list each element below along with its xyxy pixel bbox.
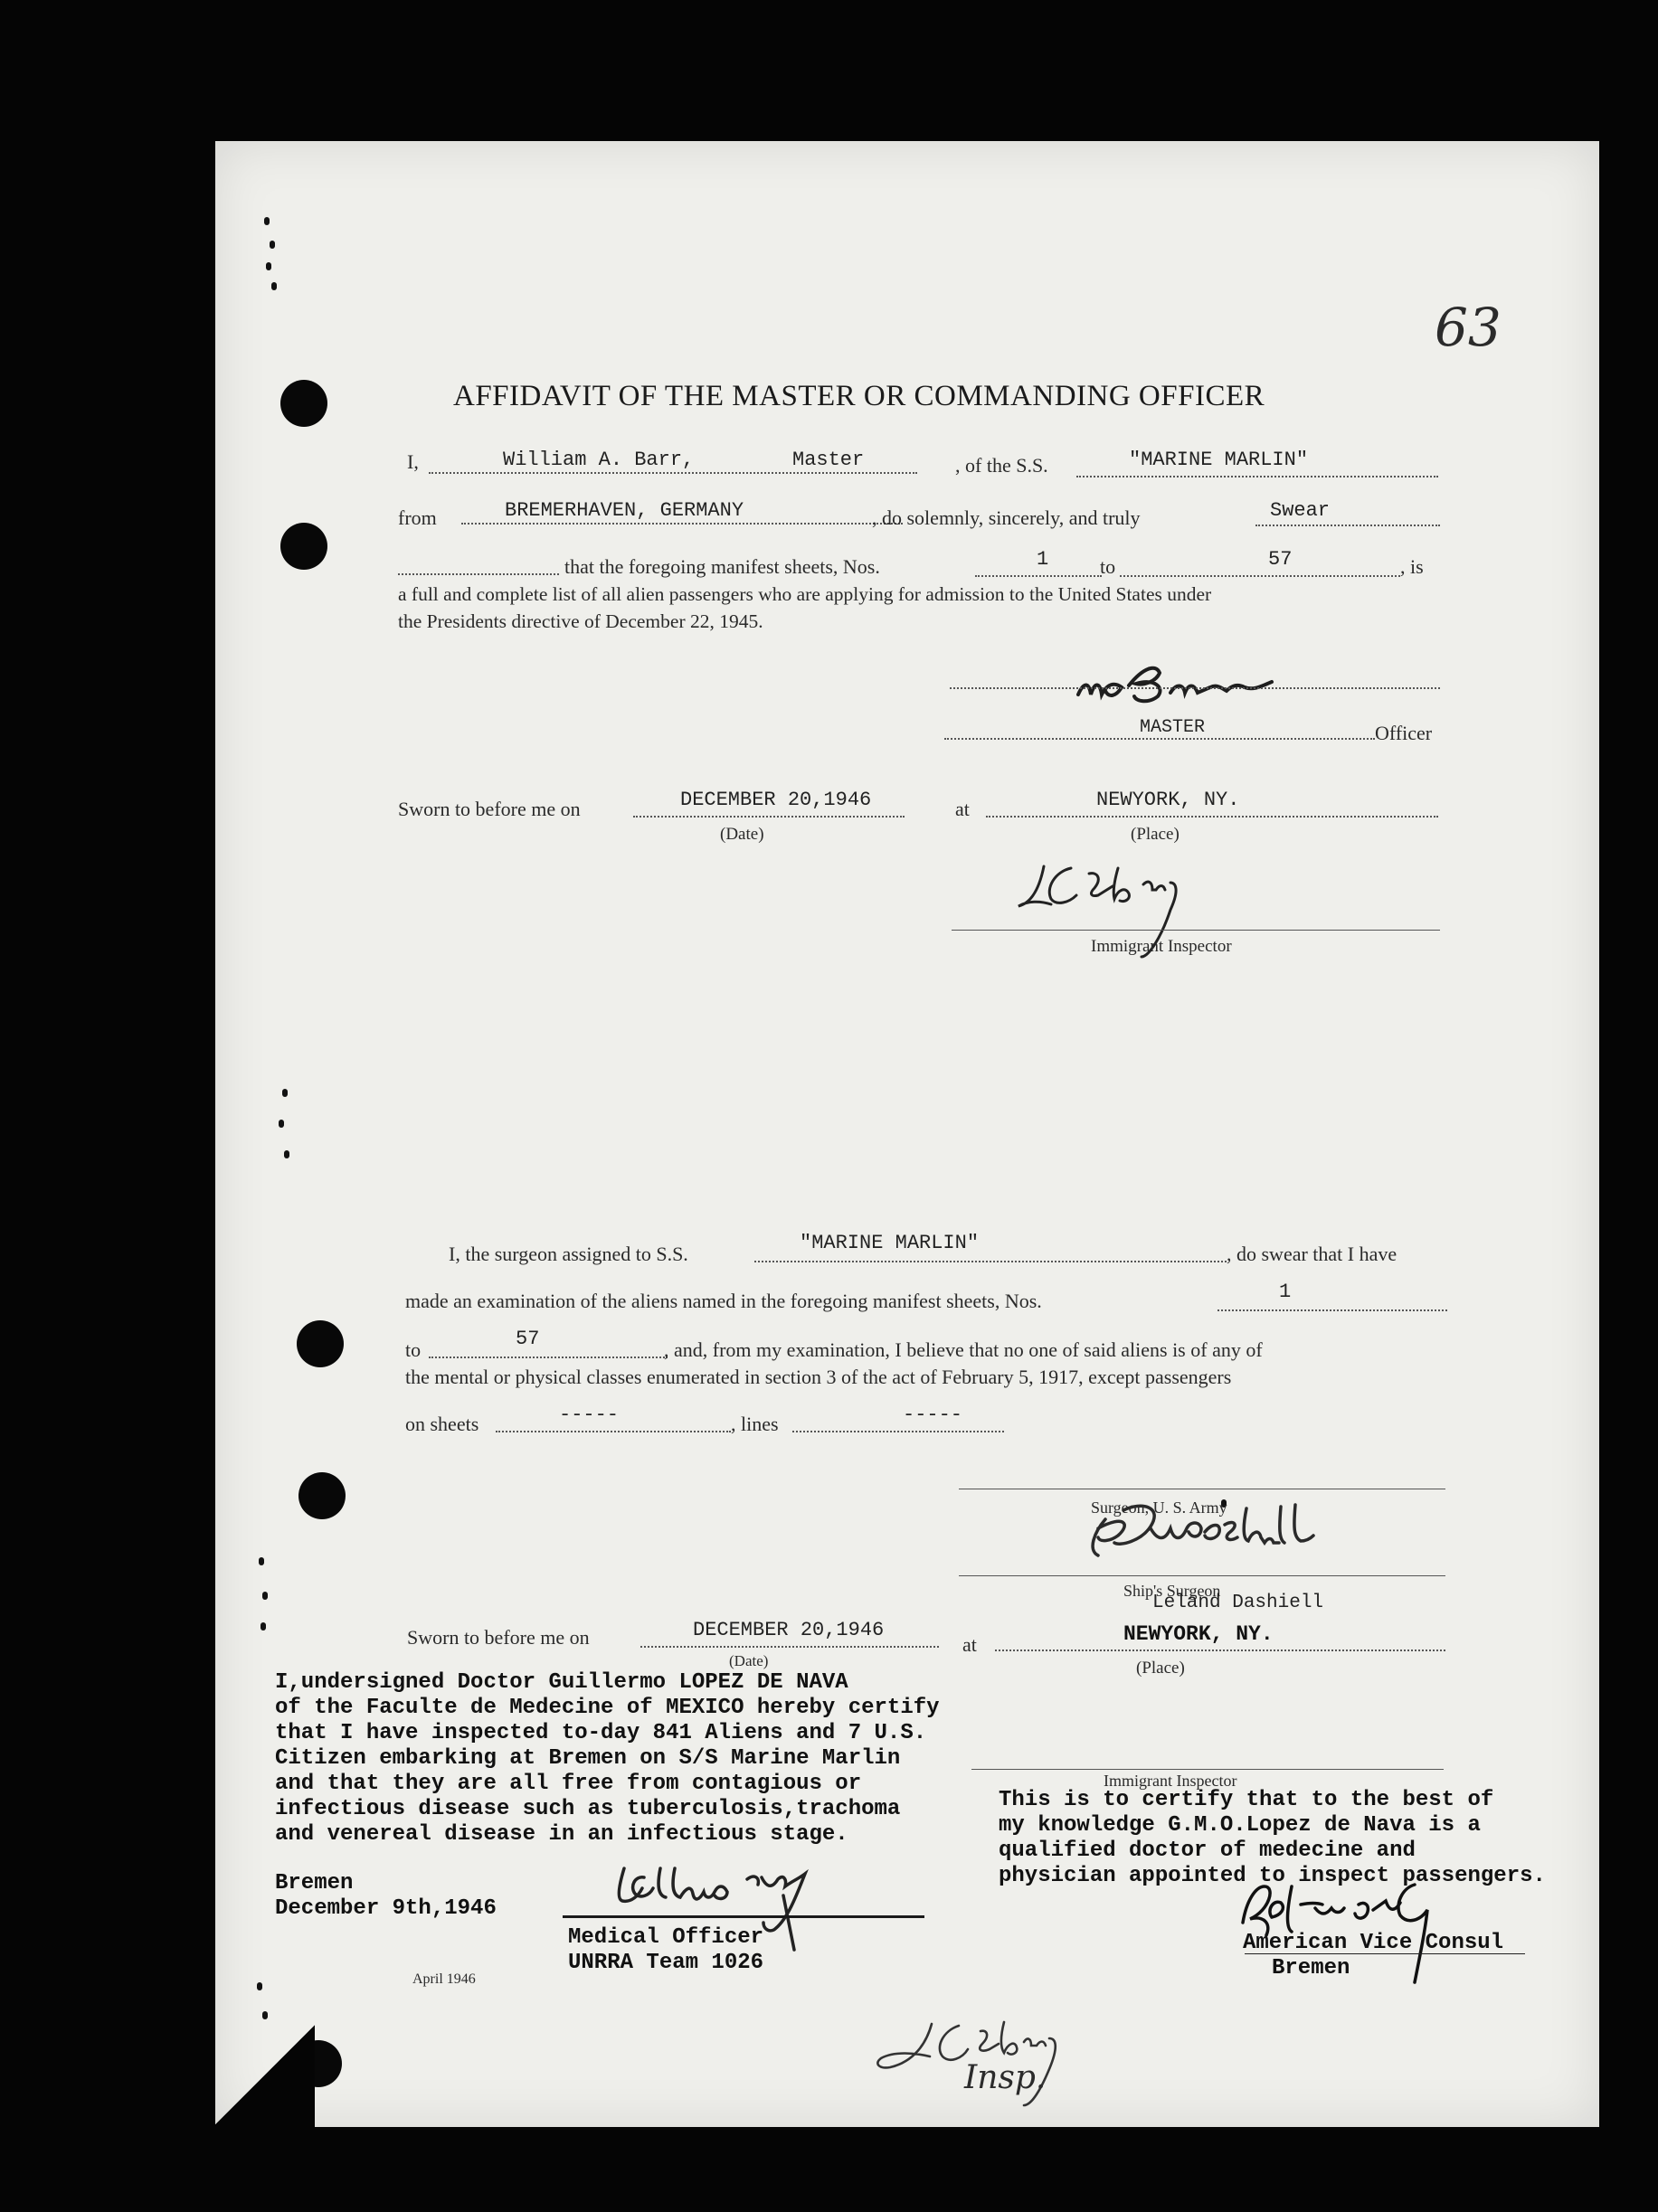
surgeon-signature — [1087, 1501, 1476, 1583]
perforation-dot — [257, 1982, 262, 1990]
surgeon-do-swear: , do swear that I have — [1227, 1243, 1397, 1265]
surgeon-line2: made an examination of the aliens named in the foregoing manifest sheets, Nos. — [405, 1290, 1042, 1312]
cert-right-line: my knowledge G.M.O.Lopez de Nava is a — [999, 1813, 1481, 1838]
surgeon-ship-name: "MARINE MARLIN" — [800, 1232, 980, 1254]
vice-consul-title: American Vice Consul — [1243, 1931, 1504, 1955]
inspector-label-2: Immigrant Inspector — [1104, 1772, 1237, 1790]
document-page — [215, 141, 1599, 2127]
perforation-dot — [264, 217, 270, 225]
punch-hole — [295, 2040, 342, 2087]
sheets-underline — [496, 1431, 731, 1432]
cert-left-line: and that they are all free from contagious or — [275, 1772, 862, 1796]
surgeon-line3: , and, from my examination, I believe that no one of said aliens is of any of — [664, 1338, 1263, 1361]
ship-name: "MARINE MARLIN" — [1129, 449, 1309, 471]
cert-left-line: I,undersigned Doctor Guillermo LOPEZ DE NAVA — [275, 1670, 848, 1695]
perforation-dot — [271, 282, 277, 290]
perforation-dot — [284, 1150, 289, 1158]
sworn-date-underline-1 — [633, 816, 905, 818]
sworn-date-2: DECEMBER 20,1946 — [693, 1619, 885, 1641]
i-label: I, — [407, 450, 419, 473]
of-ss-label: , of the S.S. — [955, 454, 1048, 477]
medical-officer-title: Medical Officer — [568, 1925, 764, 1950]
at-label-1: at — [955, 798, 970, 820]
sworn-place-2: NEWYORK, NY. — [1123, 1622, 1274, 1646]
cert-left-line: that I have inspected to-day 841 Aliens and 7 U.S. — [275, 1721, 927, 1745]
sworn-date-1: DECEMBER 20,1946 — [680, 789, 872, 811]
sworn-label-2: Sworn to before me on — [407, 1626, 590, 1649]
master-signature — [1073, 658, 1308, 713]
vice-consul-place: Bremen — [1272, 1956, 1350, 1980]
page-title: AFFIDAVIT OF THE MASTER OR COMMANDING OFFICER — [453, 380, 1265, 412]
officer-underline — [944, 738, 1375, 740]
bottom-inspector-note: Insp. — [964, 2059, 1047, 2096]
place-caption-2: (Place) — [1136, 1659, 1185, 1678]
sworn-place-underline-2 — [995, 1650, 1445, 1651]
surgeon-nos-to: 57 — [516, 1328, 540, 1350]
is-label: , is — [1400, 555, 1424, 578]
from-place: BREMERHAVEN, GERMANY — [505, 499, 744, 522]
sworn-place-1: NEWYORK, NY. — [1096, 789, 1240, 811]
ships-surgeon-line — [959, 1575, 1445, 1576]
surgeon-to-label: to — [405, 1338, 422, 1361]
officer-label: Officer — [1375, 722, 1433, 744]
punch-hole — [297, 1320, 344, 1367]
inspector-label-1: Immigrant Inspector — [1091, 937, 1232, 956]
sworn-label-1: Sworn to before me on — [398, 798, 581, 820]
cert-left-line: of the Faculte de Medecine of MEXICO hereby certify — [275, 1696, 940, 1720]
punch-hole — [298, 1472, 346, 1519]
sheets-value: ----- — [559, 1404, 620, 1426]
statement-line1: a full and complete list of all alien passengers who are applying for admission to the United States under — [398, 583, 1212, 605]
nos-from: 1 — [1037, 548, 1049, 571]
nos-to-underline — [1120, 575, 1400, 577]
surgeon-line4: the mental or physical classes enumerated in section 3 of the act of February 5, 1917, except passengers — [405, 1366, 1232, 1388]
medical-officer-line — [563, 1915, 924, 1918]
blank-underline — [398, 573, 559, 575]
foregoing-text: that the foregoing manifest sheets, Nos. — [564, 555, 880, 578]
statement-line2: the Presidents directive of December 22, 1945. — [398, 610, 763, 632]
cert-left-line: Citizen embarking at Bremen on S/S Marine Marlin — [275, 1746, 901, 1771]
page-number: 63 — [1435, 297, 1502, 358]
cert-right-line: physician appointed to inspect passengers. — [999, 1864, 1546, 1888]
date-caption-2: (Date) — [729, 1652, 769, 1669]
lines-label: , lines — [731, 1413, 779, 1435]
from-label: from — [398, 506, 437, 529]
surgeon-name: Leland Dashiell — [1152, 1593, 1324, 1613]
to-label: to — [1100, 555, 1116, 578]
master-name: William A. Barr, — [503, 449, 695, 471]
place-caption-1: (Place) — [1131, 825, 1180, 844]
form-date: April 1946 — [412, 1971, 476, 1987]
unrra-team: UNRRA Team 1026 — [568, 1951, 764, 1975]
perforation-dot — [282, 1089, 288, 1097]
vice-consul-underline — [1245, 1953, 1525, 1954]
surgeon-nos-from: 1 — [1279, 1281, 1292, 1303]
cert-left-place: Bremen — [275, 1871, 354, 1895]
nos-to: 57 — [1268, 548, 1293, 571]
perforation-dot — [279, 1120, 284, 1128]
perforation-dot — [262, 2011, 268, 2019]
surgeon-nos-to-underline — [429, 1357, 668, 1358]
oath-word: Swear — [1270, 499, 1331, 522]
lines-value: ----- — [903, 1404, 963, 1426]
punch-hole — [280, 380, 327, 427]
cert-left-line: and venereal disease in an infectious stage. — [275, 1822, 848, 1847]
signature-underline — [950, 687, 1440, 689]
ships-surgeon-label: Ship's Surgeon — [1123, 1582, 1221, 1600]
oath-underline — [1255, 525, 1440, 526]
perforation-dot — [270, 241, 275, 249]
cert-left-line: infectious disease such as tuberculosis,trachoma — [275, 1797, 901, 1821]
from-place-underline — [461, 523, 903, 525]
cert-left-date: December 9th,1946 — [275, 1896, 497, 1921]
master-name-underline — [429, 472, 917, 474]
ship-name-underline — [1076, 476, 1438, 477]
perforation-dot — [259, 1557, 264, 1565]
sworn-date-underline-2 — [640, 1646, 939, 1648]
surgeon-nos-from-underline — [1217, 1309, 1447, 1311]
cert-right-line: qualified doctor of medecine and — [999, 1839, 1416, 1863]
officer-rank: MASTER — [1140, 717, 1206, 738]
punch-hole — [280, 523, 327, 570]
perforation-dot — [262, 1592, 268, 1600]
cert-right-line: This is to certify that to the best of — [999, 1788, 1494, 1812]
sworn-place-underline-1 — [986, 816, 1438, 818]
surgeon-intro: I, the surgeon assigned to S.S. — [449, 1243, 688, 1265]
perforation-dot — [261, 1622, 266, 1631]
nos-from-underline — [975, 575, 1102, 577]
solemnly-text: , do solemnly, sincerely, and truly — [872, 506, 1141, 529]
lines-underline — [792, 1431, 1004, 1432]
at-label-2: at — [962, 1633, 977, 1656]
surgeon-ship-underline — [754, 1261, 1227, 1262]
on-sheets-label: on sheets — [405, 1413, 479, 1435]
perforation-dot — [266, 262, 271, 270]
master-title: Master — [792, 449, 865, 471]
inspector-line-1 — [952, 930, 1440, 931]
date-caption-1: (Date) — [720, 825, 764, 844]
surgeon-army-label: Surgeon, U. S. Army — [1091, 1498, 1227, 1517]
